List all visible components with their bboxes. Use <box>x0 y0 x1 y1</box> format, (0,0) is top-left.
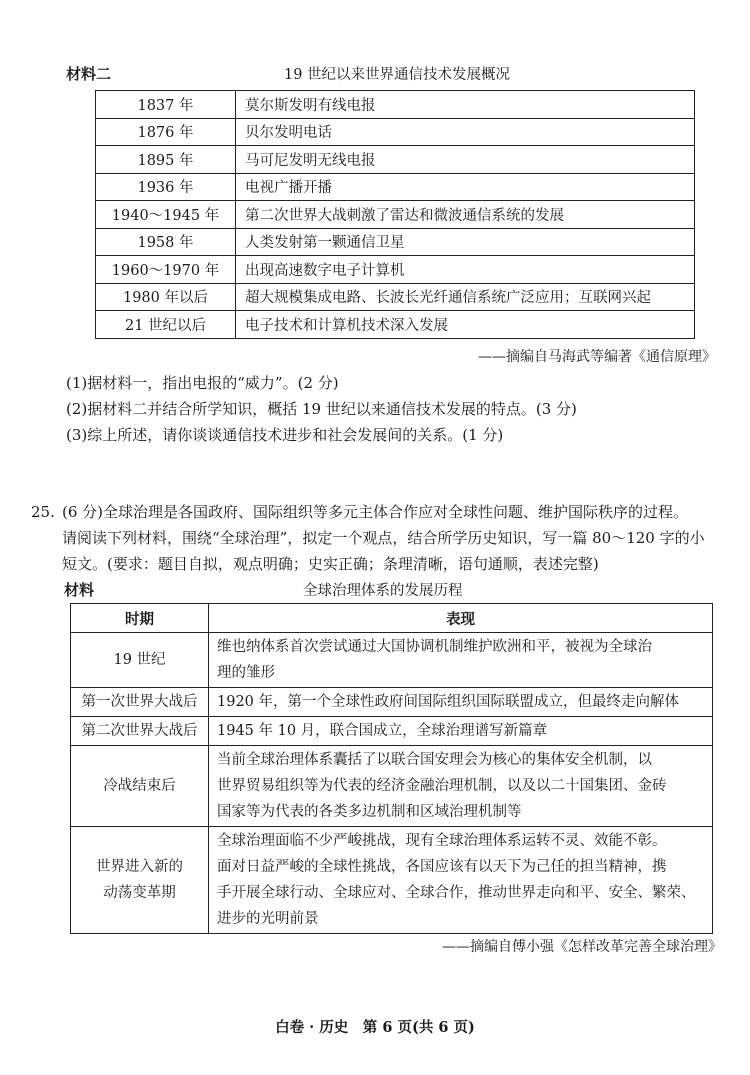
material-source: ——摘编自傅小强《怎样改革完善全球治理》 <box>442 939 722 955</box>
performance-cell <box>209 633 713 688</box>
table-row <box>71 827 713 934</box>
year-cell: 1936 年 <box>96 173 236 201</box>
year-cell: 1980 年以后 <box>96 283 236 311</box>
table-row <box>96 118 695 146</box>
event-cell: 出现高速数字电子计算机 <box>236 256 695 284</box>
material-label: 材料 <box>64 581 95 599</box>
communication-history-table <box>95 90 695 339</box>
event-cell: 第二次世界大战刺激了雷达和微波通信系统的发展 <box>236 201 695 229</box>
question-25-line-3: 短文。(要求：题目自拟，观点明确；史实正确；条理清晰，语句通顺，表述完整) <box>62 555 599 573</box>
performance-cell <box>209 746 713 827</box>
page-footer: 白卷 · 历史 第 6 页(共 6 页) <box>275 1019 475 1036</box>
performance-line: 面对日益严峻的全球性挑战，各国应该有以天下为己任的担当精神，携 <box>217 859 667 875</box>
table-row <box>96 91 695 119</box>
performance-line: 进步的光明前景 <box>217 911 319 927</box>
performance-cell <box>209 827 713 934</box>
performance-line: 当前全球治理体系囊括了以联合国安理会为核心的集体安全机制，以 <box>217 752 652 768</box>
performance-line: 维也纳体系首次尝试通过大国协调机制维护欧洲和平，被视为全球治 <box>217 639 652 655</box>
period-cell <box>71 827 209 934</box>
event-cell: 电视广播开播 <box>236 173 695 201</box>
year-cell: 1940～1945 年 <box>96 201 236 229</box>
performance-line: 国家等为代表的各类多边机制和区域治理机制等 <box>217 804 522 820</box>
year-cell: 1895 年 <box>96 146 236 174</box>
performance-line: 1920 年，第一个全球性政府间国际组织国际联盟成立，但最终走向解体 <box>217 694 680 710</box>
performance-line: 理的雏形 <box>217 665 275 681</box>
performance-cell <box>209 688 713 717</box>
question-24-2: (2)据材料二并结合所学知识，概括 19 世纪以来通信技术发展的特点。(3 分) <box>66 400 577 418</box>
year-cell: 1837 年 <box>96 91 236 119</box>
year-cell: 1960～1970 年 <box>96 256 236 284</box>
event-cell: 超大规模集成电路、长波长光纤通信系统广泛应用；互联网兴起 <box>236 283 695 311</box>
question-25-number: 25. <box>31 503 55 521</box>
performance-line: 手开展全球行动、全球应对、全球合作，推动世界走向和平、安全、繁荣、 <box>217 885 696 901</box>
table-row <box>96 256 695 284</box>
table-row <box>71 633 713 688</box>
event-cell: 马可尼发明无线电报 <box>236 146 695 174</box>
period-cell <box>71 688 209 717</box>
header-period: 时期 <box>71 604 209 633</box>
period-cell <box>71 633 209 688</box>
performance-line: 世界贸易组织等为代表的经济金融治理机制，以及以二十国集团、金砖 <box>217 778 667 794</box>
period-text: 第二次世界大战后 <box>81 723 198 739</box>
question-24-3: (3)综上所述，请你谈谈通信技术进步和社会发展间的关系。(1 分) <box>66 426 504 444</box>
question-25-line-2: 请阅读下列材料，围绕“全球治理”，拟定一个观点，结合所学历史知识，写一篇 80～120 字的小 <box>62 529 705 547</box>
table-row <box>96 201 695 229</box>
period-cell <box>71 717 209 746</box>
table-row <box>71 746 713 827</box>
year-cell: 21 世纪以后 <box>96 311 236 339</box>
table-row <box>71 688 713 717</box>
period-text: 冷战结束后 <box>103 778 176 794</box>
material-caption: 全球治理体系的发展历程 <box>303 583 463 599</box>
period-text: 第一次世界大战后 <box>81 694 198 710</box>
period-text: 世界进入新的 <box>96 859 183 875</box>
year-cell: 1958 年 <box>96 228 236 256</box>
global-governance-table <box>70 603 713 934</box>
material-2-source: ——摘编自马海武等编著《通信原理》 <box>478 349 716 365</box>
event-cell: 电子技术和计算机技术深入发展 <box>236 311 695 339</box>
question-25-line-1: (6 分)全球治理是各国政府、国际组织等多元主体合作应对全球性问题、维护国际秩序的过程。 <box>62 503 689 521</box>
table-row <box>96 173 695 201</box>
performance-line: 1945 年 10 月，联合国成立，全球治理谱写新篇章 <box>217 723 548 739</box>
performance-cell <box>209 717 713 746</box>
material-2-label: 材料二 <box>66 65 112 83</box>
performance-line: 全球治理面临不少严峻挑战，现有全球治理体系运转不灵、效能不彰。 <box>217 833 667 849</box>
table-row <box>96 146 695 174</box>
period-text: 19 世纪 <box>113 652 166 668</box>
event-cell: 贝尔发明电话 <box>236 118 695 146</box>
question-24-1: (1)据材料一，指出电报的“威力”。(2 分) <box>66 374 339 392</box>
event-cell: 人类发射第一颗通信卫星 <box>236 228 695 256</box>
table-row <box>96 228 695 256</box>
material-2-caption: 19 世纪以来世界通信技术发展概况 <box>284 67 511 83</box>
event-cell: 莫尔斯发明有线电报 <box>236 91 695 119</box>
year-cell: 1876 年 <box>96 118 236 146</box>
header-performance: 表现 <box>209 604 713 633</box>
period-text: 动荡变革期 <box>103 885 176 901</box>
table-row <box>71 717 713 746</box>
table-row <box>96 311 695 339</box>
table-row <box>96 283 695 311</box>
period-cell <box>71 746 209 827</box>
